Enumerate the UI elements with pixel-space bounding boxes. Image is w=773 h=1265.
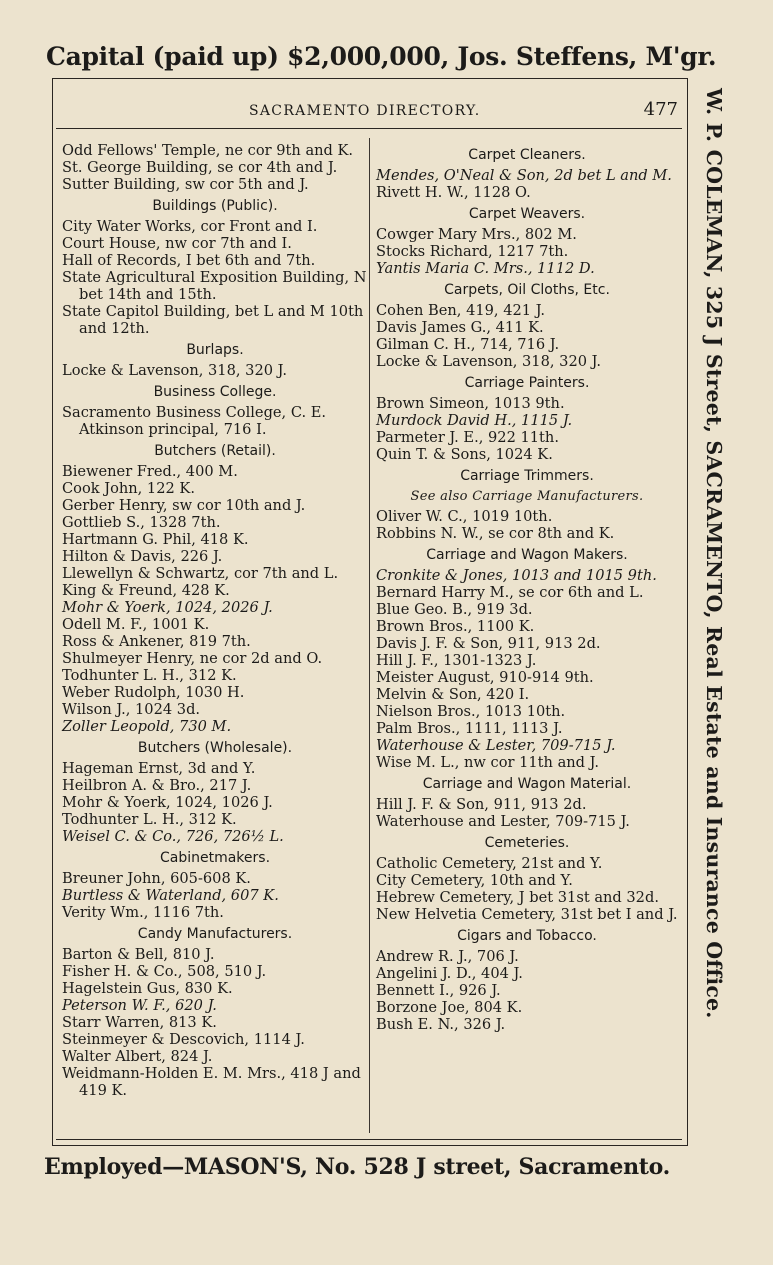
directory-entry: Todhunter L. H., 312 K. bbox=[62, 811, 237, 828]
directory-entry: Bernard Harry M., se cor 6th and L. bbox=[376, 584, 644, 601]
directory-entry: Weisel C. & Co., 726, 726½ L. bbox=[62, 828, 284, 845]
directory-entry: Mohr & Yoerk, 1024, 1026 J. bbox=[62, 794, 273, 811]
header-rule bbox=[56, 128, 682, 129]
directory-entry: Borzone Joe, 804 K. bbox=[376, 999, 523, 1016]
directory-entry: Odell M. F., 1001 K. bbox=[62, 616, 210, 633]
directory-entry: Gottlieb S., 1328 7th. bbox=[62, 514, 221, 531]
section-heading: Cabinetmakers. bbox=[159, 850, 271, 866]
directory-entry: Mendes, O'Neal & Son, 2d bet L and M. bbox=[376, 167, 672, 184]
frame-bottom-rule bbox=[56, 1139, 682, 1140]
directory-entry: Biewener Fred., 400 M. bbox=[62, 463, 238, 480]
cross-reference-note: See also Carriage Manufacturers. bbox=[410, 489, 644, 504]
directory-entry: Gilman C. H., 714, 716 J. bbox=[376, 336, 560, 353]
directory-entry: Oliver W. C., 1019 10th. bbox=[376, 508, 553, 525]
section-heading: Cigars and Tobacco. bbox=[457, 928, 597, 944]
directory-entry: Meister August, 910-914 9th. bbox=[376, 669, 594, 686]
directory-entry: Hartmann G. Phil, 418 K. bbox=[62, 531, 249, 548]
directory-entry: Hall of Records, I bet 6th and 7th. bbox=[62, 252, 316, 269]
directory-entry: Barton & Bell, 810 J. bbox=[62, 946, 215, 963]
directory-entry: Hageman Ernst, 3d and Y. bbox=[62, 760, 256, 777]
section-heading: Carriage and Wagon Makers. bbox=[426, 547, 628, 563]
directory-entry: Heilbron A. & Bro., 217 J. bbox=[62, 777, 252, 794]
directory-entry: Yantis Maria C. Mrs., 1112 D. bbox=[376, 260, 595, 277]
directory-entry: Odd Fellows' Temple, ne cor 9th and K. bbox=[62, 142, 354, 159]
directory-entry: Murdock David H., 1115 J. bbox=[376, 412, 573, 429]
directory-entry: Todhunter L. H., 312 K. bbox=[62, 667, 237, 684]
directory-entry: Davis James G., 411 K. bbox=[376, 319, 544, 336]
bottom-advertisement-banner: Employed—MASON'S, No. 528 J street, Sacramento. bbox=[44, 1154, 671, 1180]
section-heading: Cemeteries. bbox=[484, 835, 570, 851]
directory-entry: Hilton & Davis, 226 J. bbox=[62, 548, 223, 565]
directory-entry: Mohr & Yoerk, 1024, 2026 J. bbox=[62, 599, 273, 616]
directory-entry: Brown Simeon, 1013 9th. bbox=[376, 395, 565, 412]
directory-entry: Verity Wm., 1116 7th. bbox=[62, 904, 224, 921]
column-divider bbox=[369, 138, 370, 1133]
directory-entry: Andrew R. J., 706 J. bbox=[376, 948, 519, 965]
directory-entry: Zoller Leopold, 730 M. bbox=[62, 718, 232, 735]
directory-entry: Waterhouse and Lester, 709-715 J. bbox=[376, 813, 630, 830]
directory-entry: Angelini J. D., 404 J. bbox=[376, 965, 523, 982]
top-advertisement-banner: Capital (paid up) $2,000,000, Jos. Steffens, M'gr. bbox=[46, 42, 717, 71]
side-advertisement-banner: W. P. COLEMAN, 325 J Street, SACRAMENTO, Real Estate and Insurance Office. bbox=[702, 88, 726, 1019]
page-number: 477 bbox=[643, 99, 678, 120]
directory-entry: Parmeter J. E., 922 11th. bbox=[376, 429, 559, 446]
directory-entry: Brown Bros., 1100 K. bbox=[376, 618, 535, 635]
directory-entry: Weidmann-Holden E. M. Mrs., 418 J and 419 K. bbox=[62, 1065, 361, 1099]
directory-entry: Robbins N. W., se cor 8th and K. bbox=[376, 525, 615, 542]
directory-entry: Catholic Cemetery, 21st and Y. bbox=[376, 855, 603, 872]
directory-entry: City Water Works, cor Front and I. bbox=[62, 218, 318, 235]
directory-entry: Nielson Bros., 1013 10th. bbox=[376, 703, 566, 720]
directory-entry: King & Freund, 428 K. bbox=[62, 582, 230, 599]
directory-title: SACRAMENTO DIRECTORY. bbox=[249, 103, 481, 119]
directory-entry: St. George Building, se cor 4th and J. bbox=[62, 159, 338, 176]
directory-entry: Locke & Lavenson, 318, 320 J. bbox=[376, 353, 602, 370]
section-heading: Burlaps. bbox=[186, 342, 244, 358]
section-heading: Carriage and Wagon Material. bbox=[422, 776, 632, 792]
section-heading: Business College. bbox=[153, 384, 277, 400]
directory-entry: Cowger Mary Mrs., 802 M. bbox=[376, 226, 577, 243]
directory-entry: Hebrew Cemetery, J bet 31st and 32d. bbox=[376, 889, 659, 906]
section-heading: Buildings (Public). bbox=[152, 198, 278, 214]
directory-entry: Cohen Ben, 419, 421 J. bbox=[376, 302, 546, 319]
directory-entry: Steinmeyer & Descovich, 1114 J. bbox=[62, 1031, 305, 1048]
directory-entry: Wilson J., 1024 3d. bbox=[62, 701, 201, 718]
section-heading: Carpet Cleaners. bbox=[468, 147, 586, 163]
directory-entry: Sacramento Business College, C. E. Atkinson principal, 716 I. bbox=[62, 404, 327, 438]
directory-entry: Wise M. L., nw cor 11th and J. bbox=[376, 754, 600, 771]
directory-entry: Breuner John, 605-608 K. bbox=[62, 870, 251, 887]
directory-entry: Cronkite & Jones, 1013 and 1015 9th. bbox=[376, 567, 657, 584]
page-header bbox=[56, 99, 682, 127]
directory-entry: Hill J. F., 1301-1323 J. bbox=[376, 652, 537, 669]
directory-entry: City Cemetery, 10th and Y. bbox=[376, 872, 573, 889]
section-heading: Carriage Painters. bbox=[464, 375, 590, 391]
directory-entry: State Capitol Building, bet L and M 10th and 12th. bbox=[62, 303, 364, 337]
directory-entry: Weber Rudolph, 1030 H. bbox=[62, 684, 245, 701]
directory-entry: Fisher H. & Co., 508, 510 J. bbox=[62, 963, 267, 980]
directory-entry: Hagelstein Gus, 830 K. bbox=[62, 980, 233, 997]
section-heading: Butchers (Retail). bbox=[154, 443, 276, 459]
directory-entry: Walter Albert, 824 J. bbox=[62, 1048, 213, 1065]
directory-entry: Quin T. & Sons, 1024 K. bbox=[376, 446, 553, 463]
right-column bbox=[376, 142, 678, 1033]
directory-entry: Burtless & Waterland, 607 K. bbox=[62, 887, 279, 904]
section-heading: Candy Manufacturers. bbox=[137, 926, 293, 942]
directory-entry: Stocks Richard, 1217 7th. bbox=[376, 243, 569, 260]
directory-entry: Rivett H. W., 1128 O. bbox=[376, 184, 531, 201]
section-heading: Carpets, Oil Cloths, Etc. bbox=[444, 282, 610, 298]
directory-entry: Cook John, 122 K. bbox=[62, 480, 195, 497]
section-heading: Carpet Weavers. bbox=[468, 206, 586, 222]
directory-entry: Hill J. F. & Son, 911, 913 2d. bbox=[376, 796, 587, 813]
section-heading: Butchers (Wholesale). bbox=[137, 740, 293, 756]
directory-entry: Sutter Building, sw cor 5th and J. bbox=[62, 176, 309, 193]
directory-entry: Melvin & Son, 420 I. bbox=[376, 686, 530, 703]
directory-entry: Palm Bros., 1111, 1113 J. bbox=[376, 720, 563, 737]
directory-entry: State Agricultural Exposition Building, N bet 14th and 15th. bbox=[62, 269, 367, 303]
directory-entry: Court House, nw cor 7th and I. bbox=[62, 235, 292, 252]
section-heading: Carriage Trimmers. bbox=[460, 468, 594, 484]
directory-entry: Bennett I., 926 J. bbox=[376, 982, 501, 999]
directory-entry: Davis J. F. & Son, 911, 913 2d. bbox=[376, 635, 601, 652]
directory-entry: Locke & Lavenson, 318, 320 J. bbox=[62, 362, 288, 379]
directory-entry: Shulmeyer Henry, ne cor 2d and O. bbox=[62, 650, 323, 667]
directory-entry: New Helvetia Cemetery, 31st bet I and J. bbox=[376, 906, 678, 923]
directory-entry: Waterhouse & Lester, 709-715 J. bbox=[376, 737, 616, 754]
directory-entry: Peterson W. F., 620 J. bbox=[62, 997, 217, 1014]
left-column bbox=[62, 142, 368, 1099]
directory-entry: Llewellyn & Schwartz, cor 7th and L. bbox=[62, 565, 339, 582]
directory-entry: Blue Geo. B., 919 3d. bbox=[376, 601, 533, 618]
directory-entry: Ross & Ankener, 819 7th. bbox=[62, 633, 251, 650]
directory-entry: Starr Warren, 813 K. bbox=[62, 1014, 217, 1031]
directory-entry: Gerber Henry, sw cor 10th and J. bbox=[62, 497, 306, 514]
directory-entry: Bush E. N., 326 J. bbox=[376, 1016, 506, 1033]
